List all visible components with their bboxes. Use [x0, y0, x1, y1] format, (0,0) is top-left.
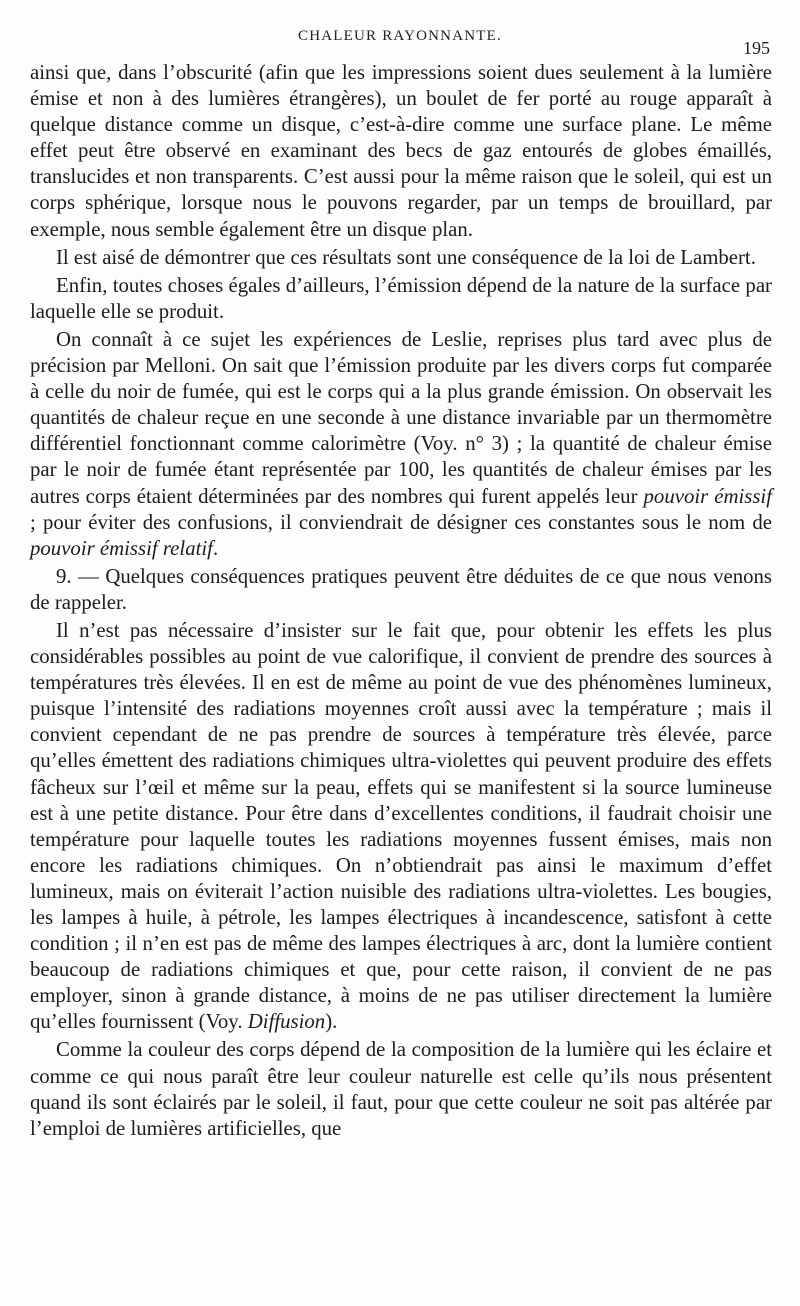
- italic-term: pouvoir émissif relatif: [30, 536, 213, 560]
- italic-term: pouvoir émissif: [643, 484, 772, 508]
- body-text: [30, 60, 772, 1144]
- paragraph-section-9: 9. — Quelques conséquences pratiques peuvent être déduites de ce que nous venons de rappeler.: [30, 564, 772, 614]
- paragraph-lambert: Il est aisé de démontrer que ces résultats sont une conséquence de la loi de Lambert.: [56, 245, 756, 269]
- italic-term: Diffusion: [247, 1010, 326, 1034]
- page-number: 195: [743, 38, 770, 58]
- paragraph-text: Il n’est pas nécessaire d’insister sur le fait que, pour obtenir les effets les plus considérables possibles au point de vue calorifique, il convient de prendre des sources à températures très élevées. Il en est de même au point de vue des phénomènes lumineux, puisque l’intensité des radiations moyennes croît aussi avec la température ; mais il convient cependant de ne pas prendre de sources à température très élevée, parce qu’elles émettent des radiations chimiques ultra-violettes qui peuvent produire des effets fâcheux sur l’œil et même sur la peau, effets qui se manifestent si la source lumineuse est à une petite distance. Pour être dans d’excellentes conditions, il faudrait choisir une température pour laquelle toutes les radiations moyennes fussent émises, mais non encore les radiations chimiques. On n’obtiendrait pas ainsi le maximum d’effet lumineux, mais on éviterait l’action nuisible des radiations ultra-violettes. Les bougies, les lampes à huile, à pétrole, les lampes électriques à incandescence, satisfont à cette condition ; il n’en est pas de même des lampes électriques à arc, dont la lumière contient beaucoup de radiations chimiques et que, pour cette raison, il convient de ne pas employer, sinon à grande distance, à moins de ne pas utiliser directement la lumière qu’elles fournissent (Voy.: [30, 618, 772, 1034]
- paragraph-continuation: ainsi que, dans l’obscurité (afin que les impressions soient dues seulement à la lumière émise et non à des lumières étrangères), un boulet de fer porté au rouge apparaît à quelque distance comme un disque, c’est-à-dire comme une surface plane. Le même effet peut être observé en examinant des becs de gaz entourés de globes émaillés, translucides et non transparents. C’est aussi pour la même raison que le soleil, qui est un corps sphérique, lorsque nous le pouvons regarder, par un temps de brouillard, par exemple, nous semble également être un disque plan.: [30, 61, 772, 241]
- paragraph-temperatures: [30, 618, 772, 1036]
- paragraph-text: .: [212, 536, 219, 560]
- running-title: CHALEUR RAYONNANTE.: [298, 28, 502, 44]
- paragraph-leslie-melloni: [30, 327, 772, 562]
- paragraph-text: ; pour éviter des confusions, il conviendrait de désigner ces constantes sous le nom de: [30, 510, 772, 534]
- paragraph-couleur: Comme la couleur des corps dépend de la composition de la lumière qui les éclaire et comme ce qui nous paraît être leur couleur naturelle est celle qu’ils nous présentent quand ils sont éclairés par le soleil, il faut, pour que cette couleur ne soit pas altérée par l’emploi de lumières artificielles, que: [30, 1038, 772, 1140]
- paragraph-text: On connaît à ce sujet les expériences de Leslie, reprises plus tard avec plus de précision par Melloni. On sait que l’émission produite par les divers corps fut comparée à celle du noir de fumée, qui est le corps qui a la plus grande émission. On observait les quantités de chaleur reçue en une seconde à une distance invariable par un thermomètre différentiel fonctionnant comme calorimètre (Voy. n° 3) ; la quantité de chaleur émise par le noir de fumée étant représentée par 100, les quantités de chaleur émises par les autres corps étaient déterminées par des nombres qui furent appelés leur: [30, 327, 772, 508]
- paragraph-surface: Enfin, toutes choses égales d’ailleurs, l’émission dépend de la nature de la surface par laquelle elle se produit.: [30, 273, 772, 323]
- paragraph-text: ).: [325, 1010, 338, 1034]
